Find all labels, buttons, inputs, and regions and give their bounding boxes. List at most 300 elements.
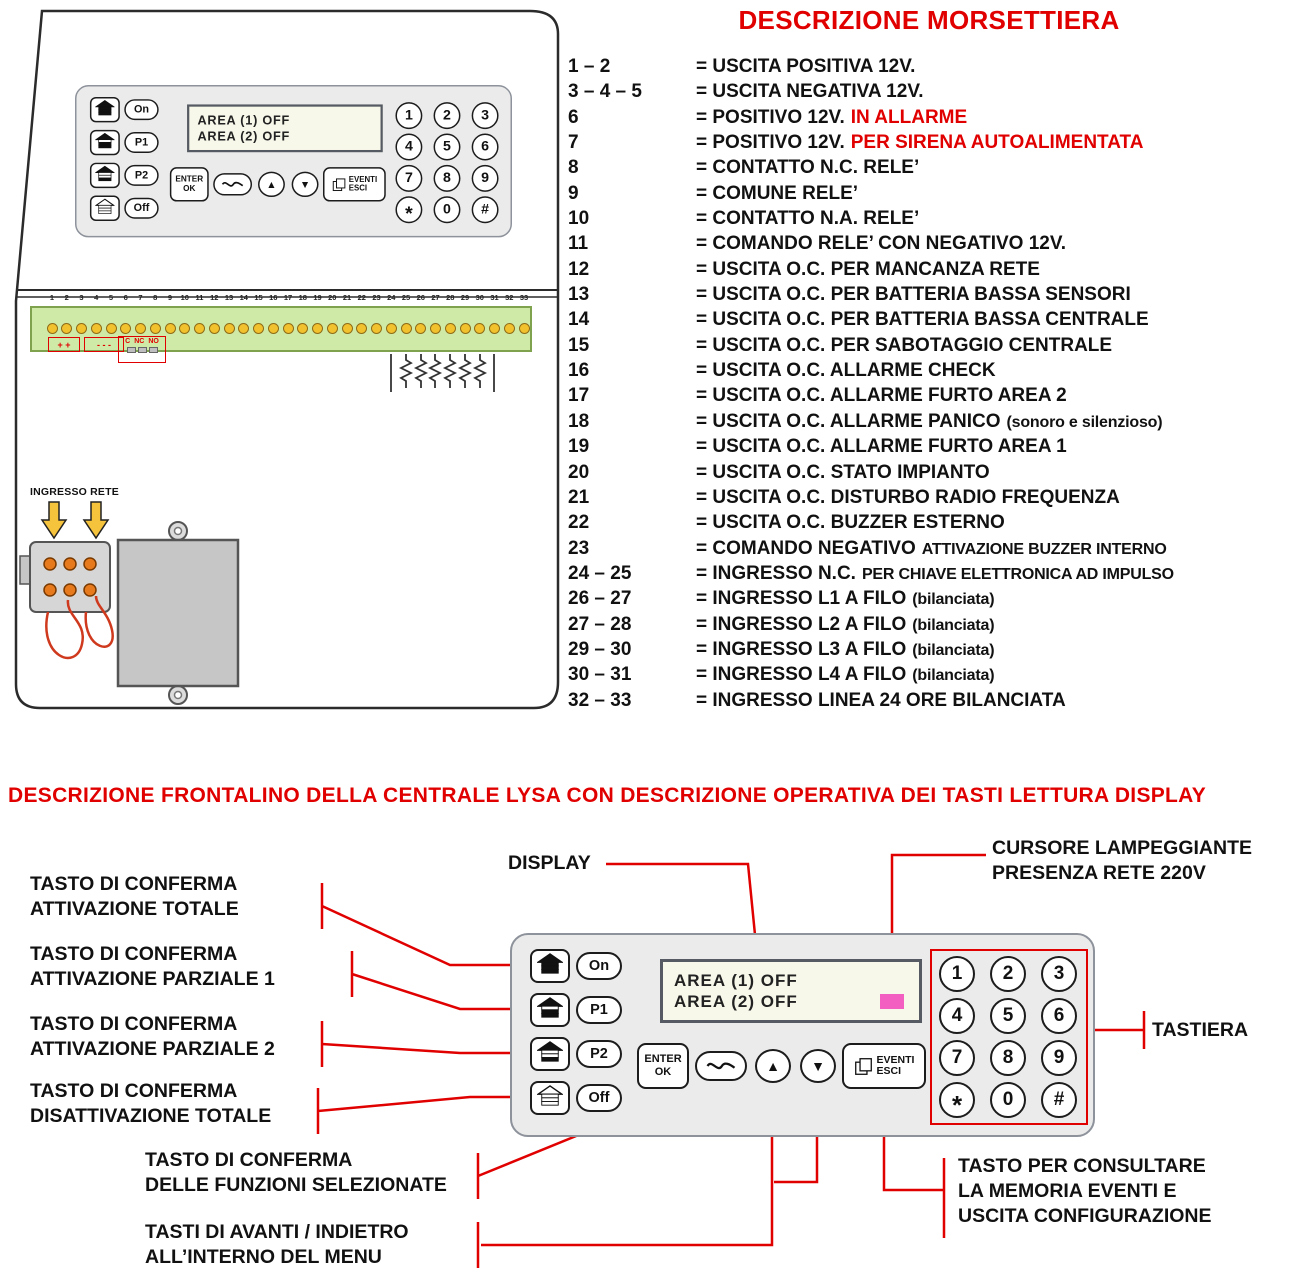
terminal-row [568, 538, 1290, 563]
terminal-description [696, 462, 990, 484]
terminal-description-text: = USCITA O.C. BUZZER ESTERNO [696, 512, 1005, 534]
callout-disattivazione-totale [30, 1079, 271, 1129]
terminal-row [568, 81, 1290, 106]
terminal-screw [356, 323, 367, 334]
terminal-description-text: = INGRESSO L2 A FILO [696, 613, 907, 635]
terminal-strip-number: 31 [490, 293, 499, 302]
terminal-number: 3 – 4 – 5 [568, 81, 642, 103]
house-open-icon [95, 198, 114, 218]
digit-key-7[interactable]: 7 [939, 1040, 975, 1076]
terminal-description-text: = COMUNE RELE’ [696, 182, 859, 204]
terminal-description-text: = INGRESSO L4 A FILO [696, 664, 907, 686]
terminal-description-text: = INGRESSO LINEA 24 ORE BILANCIATA [696, 689, 1066, 711]
terminal-row [568, 563, 1290, 588]
p2-button[interactable]: P2 [576, 1040, 622, 1068]
key-symbol-button[interactable] [213, 173, 252, 195]
callout-line: TASTO DI CONFERMA [30, 1013, 238, 1035]
terminal-strip-number: 7 [138, 293, 143, 302]
callout-funzioni [145, 1148, 447, 1198]
terminal-description-text: = USCITA O.C. ALLARME PANICO [696, 410, 1001, 432]
terminal-strip-number: 5 [108, 293, 114, 302]
callout-display [508, 851, 591, 876]
p1-button[interactable]: P1 [576, 996, 622, 1024]
callout-line: LA MEMORIA EVENTI E [958, 1180, 1177, 1202]
enter-ok-label: ENTER [175, 174, 204, 184]
terminal-description-text: = USCITA O.C. PER MANCANZA RETE [696, 258, 1040, 280]
terminal-row [568, 360, 1290, 385]
terminal-number: 17 [568, 385, 590, 407]
terminal-strip-number: 20 [328, 293, 337, 302]
terminal-strip-number: 1 [49, 293, 55, 302]
terminal-screw [401, 323, 412, 334]
terminal-description-highlight: PER SIRENA AUTOALIMENTATA [850, 132, 1144, 154]
terminal-screw [253, 323, 264, 334]
terminal-strip-number: 13 [224, 293, 234, 302]
callout-attivazione-parziale2 [30, 1012, 275, 1062]
digit-key-1[interactable]: 1 [939, 956, 975, 992]
terminal-row [568, 664, 1290, 689]
terminal-number: 10 [568, 208, 590, 230]
terminal-row [568, 309, 1290, 334]
terminal-strip-number: 17 [283, 293, 293, 302]
house-full-icon [537, 953, 563, 980]
terminal-strip-number: 21 [342, 293, 352, 302]
terminal-description-note: ATTIVAZIONE BUZZER INTERNO [921, 540, 1167, 558]
digit-key-9[interactable]: 9 [1041, 1040, 1077, 1076]
lcd-display [660, 959, 922, 1023]
arrow-up-button[interactable] [258, 172, 285, 197]
p1-button[interactable]: P1 [124, 132, 158, 153]
terminal-screw [283, 323, 294, 334]
terminal-screw [504, 323, 515, 334]
house-partial1-icon [537, 997, 563, 1024]
terminal-strip-number: 2 [64, 293, 69, 302]
terminal-screw [430, 323, 441, 334]
digit-key-2[interactable]: 2 [434, 102, 461, 129]
digit-key-6[interactable]: 6 [1041, 998, 1077, 1034]
terminal-row [568, 208, 1290, 233]
relay-nc-label: NC [134, 338, 145, 345]
on-button[interactable]: On [124, 99, 158, 120]
terminal-row [568, 132, 1290, 157]
terminal-row [568, 411, 1290, 436]
keypad-front-panel [510, 933, 1095, 1137]
terminal-screw [135, 323, 146, 334]
morsettiera-list [568, 56, 1290, 715]
callout-line: ALL’INTERNO DEL MENU [145, 1246, 382, 1268]
terminal-number: 12 [568, 258, 590, 280]
digit-key-hash[interactable]: # [1041, 1082, 1077, 1118]
terminal-strip-number: 15 [254, 293, 263, 302]
digit-key-2[interactable]: 2 [990, 956, 1026, 992]
terminal-screw [474, 323, 485, 334]
off-button[interactable]: Off [576, 1084, 622, 1112]
terminal-screw [150, 323, 161, 334]
terminal-screw [76, 323, 87, 334]
terminal-screw [165, 323, 176, 334]
terminal-description [696, 588, 994, 610]
terminal-number: 1 – 2 [568, 56, 611, 77]
eventi-esci-button[interactable] [842, 1043, 926, 1089]
control-unit-drawing [6, 4, 566, 716]
digit-key-5[interactable]: 5 [990, 998, 1026, 1034]
terminal-description-note: (bilanciata) [912, 616, 995, 634]
digit-key-3[interactable]: 3 [472, 102, 499, 129]
terminal-description [696, 335, 1112, 357]
enter-ok-button[interactable] [637, 1043, 689, 1089]
callout-avanti-indietro [145, 1220, 409, 1270]
relay-contacts-art [127, 347, 158, 353]
digit-key-hash[interactable]: # [472, 196, 499, 223]
callout-line: TASTO DI CONFERMA [30, 943, 238, 965]
terminal-description-text: = COMANDO NEGATIVO [696, 537, 916, 559]
callout-memoria-eventi [958, 1154, 1212, 1229]
terminal-screw [179, 323, 190, 334]
terminal-description-text: = USCITA O.C. DISTURBO RADIO FREQUENZA [696, 486, 1120, 508]
terminal-strip-number: 23 [372, 293, 381, 302]
terminal-number: 8 [568, 157, 579, 179]
terminal-screw [386, 323, 397, 334]
terminal-number: 7 [568, 132, 579, 154]
digit-key-8[interactable]: 8 [434, 165, 461, 192]
terminal-description [696, 639, 994, 661]
p2-house-button[interactable] [530, 1037, 570, 1071]
enter-ok-label: ENTER [644, 1053, 682, 1065]
terminal-screw [460, 323, 471, 334]
terminal-description-text: = INGRESSO L1 A FILO [696, 588, 907, 610]
callout-attivazione-parziale1 [30, 942, 275, 992]
terminal-number: 11 [568, 233, 589, 255]
terminal-description [696, 284, 1131, 306]
terminal-description-text: = USCITA O.C. PER BATTERIA BASSA SENSORI [696, 284, 1131, 306]
terminal-description [696, 487, 1120, 509]
terminal-description [696, 309, 1149, 331]
terminal-description [696, 411, 1162, 433]
lcd-display [187, 104, 383, 152]
events-pages-icon [332, 177, 346, 191]
terminal-strip-number: 8 [153, 293, 158, 302]
callout-line: PRESENZA RETE 220V [992, 862, 1206, 884]
terminal-screw [194, 323, 205, 334]
key-wave-icon [702, 1057, 740, 1075]
callout-line: ATTIVAZIONE PARZIALE 1 [30, 968, 275, 990]
house-partial2-icon [537, 1041, 563, 1068]
terminal-description [696, 664, 994, 686]
digit-key-1[interactable]: 1 [395, 102, 422, 129]
house-partial1-icon [95, 132, 114, 152]
lid-keypad-area [75, 85, 512, 237]
enter-ok-label: OK [183, 184, 196, 194]
arrow-down-button[interactable] [800, 1049, 836, 1083]
callout-line: TASTI DI AVANTI / INDIETRO [145, 1221, 409, 1243]
events-pages-icon [854, 1057, 873, 1076]
arrow-up-icon: ▲ [266, 178, 277, 191]
terminal-strip-number: 9 [167, 293, 173, 302]
terminal-row [568, 385, 1290, 410]
terminal-description-note: (bilanciata) [912, 667, 995, 685]
p2-house-button[interactable] [90, 163, 120, 188]
on-button[interactable]: On [576, 952, 622, 980]
terminal-row [568, 157, 1290, 182]
terminal-screw [489, 323, 500, 334]
callout-line: DISPLAY [508, 852, 591, 874]
callout-line: DISATTIVAZIONE TOTALE [30, 1105, 272, 1127]
terminal-strip-numbers [30, 293, 532, 305]
callout-line: TASTO DI CONFERMA [30, 873, 238, 895]
terminal-description-text: = USCITA POSITIVA 12V. [696, 56, 916, 77]
terminal-strip-number: 22 [357, 293, 366, 302]
keypad-front-panel-small [75, 85, 512, 237]
terminal-strip-number: 6 [123, 293, 128, 302]
frontalino-section-title: DESCRIZIONE FRONTALINO DELLA CENTRALE LYSA CON DESCRIZIONE OPERATIVA DEI TASTI LETTURA DISPLAY [8, 784, 1207, 807]
callout-line: DELLE FUNZIONI SELEZIONATE [145, 1174, 447, 1196]
relay-terminal-labels [118, 336, 166, 363]
callout-line: TASTO DI CONFERMA [145, 1149, 353, 1171]
off-house-button[interactable] [90, 196, 120, 221]
terminal-number: 13 [568, 284, 590, 306]
terminal-number: 14 [568, 309, 590, 331]
digit-key-9[interactable]: 9 [472, 165, 499, 192]
mains-input-label: INGRESSO RETE [30, 486, 119, 498]
terminal-description-highlight: IN ALLARME [850, 106, 968, 128]
terminal-description-text: = USCITA O.C. STATO IMPIANTO [696, 461, 990, 483]
terminal-row [568, 56, 1290, 81]
terminal-description [696, 56, 915, 78]
terminal-description-text: = USCITA O.C. PER SABOTAGGIO CENTRALE [696, 334, 1113, 356]
terminal-screw [209, 323, 220, 334]
terminal-row [568, 512, 1290, 537]
callout-line: TASTO DI CONFERMA [30, 1080, 238, 1102]
terminal-row [568, 690, 1290, 715]
terminal-strip-number: 10 [180, 293, 189, 302]
enter-ok-label: OK [654, 1066, 672, 1078]
callout-line: ATTIVAZIONE TOTALE [30, 898, 239, 920]
terminal-description [696, 157, 919, 179]
terminal-description [696, 81, 924, 103]
terminal-strip-number: 30 [475, 293, 484, 302]
terminal-description [696, 360, 996, 382]
terminal-number: 22 [568, 512, 590, 534]
digit-key-8[interactable]: 8 [990, 1040, 1026, 1076]
terminal-number: 18 [568, 410, 590, 432]
terminal-row [568, 259, 1290, 284]
house-partial2-icon [95, 165, 114, 185]
terminal-description [696, 512, 1005, 534]
terminal-description-text: = POSITIVO 12V. [696, 132, 845, 154]
terminal-row [568, 462, 1290, 487]
arrow-up-icon: ▲ [766, 1058, 780, 1074]
relay-no-label: NO [148, 338, 159, 345]
p1-house-button[interactable] [530, 993, 570, 1027]
lcd-line: AREA (1) OFF [674, 970, 798, 990]
terminal-description-text: = USCITA O.C. ALLARME FURTO AREA 2 [696, 385, 1067, 407]
terminal-strip-number: 27 [431, 293, 440, 302]
terminal-screw [268, 323, 279, 334]
terminal-screw [445, 323, 456, 334]
terminal-strip-number: 25 [401, 293, 411, 302]
terminal-number: 15 [568, 334, 590, 356]
arrow-up-button[interactable] [755, 1049, 791, 1083]
terminal-screw [519, 323, 530, 334]
terminal-strip-number: 33 [519, 293, 529, 302]
transformer-art [118, 522, 238, 704]
digit-key-3[interactable]: 3 [1041, 956, 1077, 992]
terminal-description-text: = POSITIVO 12V. [696, 106, 845, 128]
terminal-row [568, 183, 1290, 208]
callout-cursore [992, 836, 1252, 886]
eventi-esci-label: EVENTI ESCI [348, 175, 378, 193]
terminal-row [568, 487, 1290, 512]
off-house-button[interactable] [530, 1081, 570, 1115]
terminal-number: 24 – 25 [568, 562, 632, 584]
enter-ok-button[interactable] [170, 167, 209, 201]
terminal-strip-number: 26 [416, 293, 425, 302]
lcd-line: AREA (1) OFF [197, 113, 290, 128]
terminal-strip-number: 11 [195, 293, 204, 302]
callout-line: TASTIERA [1152, 1019, 1249, 1041]
callout-line: TASTO PER CONSULTARE [958, 1155, 1206, 1177]
terminal-row [568, 233, 1290, 258]
house-open-icon [537, 1085, 563, 1112]
relay-common-label: C [125, 338, 131, 345]
terminal-description [696, 385, 1067, 407]
digit-key-5[interactable]: 5 [434, 134, 461, 161]
terminal-number: 29 – 30 [568, 638, 632, 660]
terminal-description-note: (sonoro e silenzioso) [1006, 413, 1163, 431]
callout-line: USCITA CONFIGURAZIONE [958, 1205, 1212, 1227]
terminal-screw [61, 323, 72, 334]
on-house-button[interactable] [530, 949, 570, 983]
terminal-description [696, 436, 1067, 458]
terminal-screw [224, 323, 235, 334]
terminal-row [568, 436, 1290, 461]
terminal-number: 16 [568, 360, 590, 382]
terminal-screw [342, 323, 353, 334]
terminal-description [696, 183, 858, 205]
terminal-row [568, 588, 1290, 613]
p2-button[interactable]: P2 [124, 165, 158, 186]
digit-key-0[interactable]: 0 [990, 1082, 1026, 1118]
arrow-down-button[interactable] [292, 172, 319, 197]
negative-terminals-label: - - - [84, 337, 124, 352]
digit-key-0[interactable]: 0 [434, 196, 461, 223]
mains-cursor [880, 994, 904, 1009]
house-full-icon [95, 100, 114, 120]
terminal-description [696, 563, 1174, 585]
terminal-description [696, 259, 1040, 281]
terminal-screw [371, 323, 382, 334]
terminal-strip-number: 3 [79, 293, 84, 302]
terminal-description-text: = CONTATTO N.C. RELE’ [696, 157, 920, 179]
terminal-description-text: = INGRESSO N.C. [696, 562, 856, 584]
terminal-number: 30 – 31 [568, 664, 632, 686]
terminal-description-text: = USCITA O.C. PER BATTERIA BASSA CENTRALE [696, 309, 1149, 331]
terminal-description-text: = USCITA O.C. ALLARME CHECK [696, 360, 996, 382]
morsettiera-title: DESCRIZIONE MORSETTIERA [738, 5, 1120, 35]
terminal-strip-number: 24 [387, 293, 396, 302]
terminal-number: 21 [568, 486, 590, 508]
terminal-row [568, 614, 1290, 639]
p1-house-button[interactable] [90, 130, 120, 155]
digit-key-4[interactable]: 4 [395, 134, 422, 161]
terminal-description-note: (bilanciata) [912, 591, 995, 609]
terminal-description-text: = CONTATTO N.A. RELE’ [696, 208, 920, 230]
terminal-row [568, 639, 1290, 664]
terminal-screw [91, 323, 102, 334]
on-house-button[interactable] [90, 97, 120, 122]
key-symbol-button[interactable] [695, 1051, 747, 1081]
terminal-description-note: (bilanciata) [912, 641, 995, 659]
terminal-strip-number: 28 [446, 293, 455, 302]
terminal-row [568, 107, 1290, 132]
eventi-esci-label: EVENTI ESCI [876, 1053, 915, 1077]
terminal-number: 26 – 27 [568, 588, 632, 610]
terminal-screw [297, 323, 308, 334]
terminal-screw [415, 323, 426, 334]
terminal-strip-number: 19 [313, 293, 322, 302]
terminal-screw [120, 323, 131, 334]
terminal-screw [238, 323, 249, 334]
terminal-description [696, 233, 1066, 255]
terminal-description [696, 107, 967, 129]
terminal-strip-number: 12 [210, 293, 219, 302]
eventi-esci-button[interactable] [323, 167, 386, 201]
morsettiera-section [568, 0, 1290, 720]
terminal-strip-number: 16 [269, 293, 278, 302]
terminal-number: 20 [568, 461, 590, 483]
terminal-screw [327, 323, 338, 334]
lcd-line: AREA (2) OFF [674, 991, 798, 1011]
arrow-down-icon: ▼ [299, 178, 311, 191]
terminal-description [696, 614, 994, 636]
terminal-strip-number: 29 [460, 293, 470, 302]
terminal-description [696, 538, 1167, 560]
digit-key-7[interactable]: 7 [395, 165, 422, 192]
terminal-strip-number: 32 [505, 293, 514, 302]
digit-key-star[interactable]: * [395, 196, 422, 223]
terminal-number: 23 [568, 537, 590, 559]
terminal-description-text: = USCITA NEGATIVA 12V. [696, 81, 924, 103]
terminal-description-text: = COMANDO RELE’ CON NEGATIVO 12V. [696, 233, 1067, 255]
callout-line: CURSORE LAMPEGGIANTE [992, 837, 1253, 859]
terminal-description [696, 132, 1143, 154]
digit-key-4[interactable]: 4 [939, 998, 975, 1034]
digit-key-star[interactable]: * [939, 1082, 975, 1118]
callout-attivazione-totale [30, 872, 239, 922]
terminal-screw [47, 323, 58, 334]
terminal-screw [312, 323, 323, 334]
off-button[interactable]: Off [124, 198, 158, 219]
key-wave-icon [218, 178, 246, 191]
terminal-number: 32 – 33 [568, 689, 632, 711]
positive-terminals-label: + + [48, 337, 80, 352]
terminal-description [696, 208, 919, 230]
callout-line: ATTIVAZIONE PARZIALE 2 [30, 1038, 275, 1060]
arrow-down-icon: ▼ [811, 1058, 825, 1074]
terminal-number: 19 [568, 436, 590, 458]
terminal-strip-number: 4 [94, 293, 99, 302]
terminal-strip-number: 14 [239, 293, 248, 302]
terminal-number: 27 – 28 [568, 613, 632, 635]
digit-key-6[interactable]: 6 [472, 134, 499, 161]
terminal-description-note: PER CHIAVE ELETTRONICA AD IMPULSO [861, 565, 1174, 583]
terminal-description [696, 690, 1066, 712]
terminal-number: 6 [568, 106, 579, 128]
terminal-row [568, 335, 1290, 360]
terminal-screw [106, 323, 117, 334]
terminal-row [568, 284, 1290, 309]
terminal-description-text: = INGRESSO L3 A FILO [696, 638, 907, 660]
